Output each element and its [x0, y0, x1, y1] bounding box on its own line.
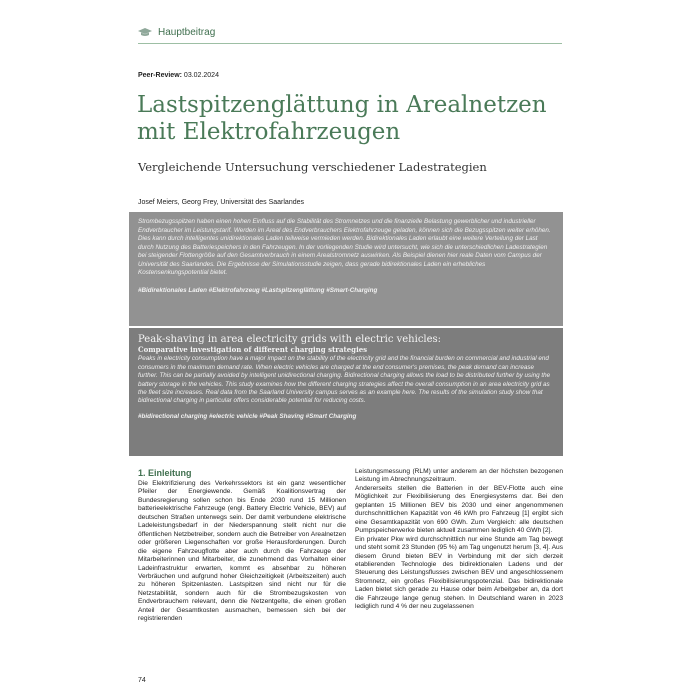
abstract-english-text: Peaks in electricity consumption have a major impact on the stability of the electricity grid and the financial burden on commercial and industrial end consumers in the maximum demand rate. When electric vehicles are charged at the end consumer's premises, the peak demand can increase further. This can be partially avoided by intelligent unidirectional charging. Bidirectional charging allows the load to be distributed further by using the battery storage in the vehicles. This study examines how the different charging strategies affect the overall consumption in an area electricity grid as the fleet size increases. Real data from the Saarland University campus serves as an example here. The results of the simulation study show that bidirectional charging in particular offers considerable potential for reducing costs. [138, 355, 551, 405]
abstract-english [129, 328, 563, 456]
body-paragraph: Die Elektrifizierung des Verkehrssektors ist ein ganz wesentlicher Pfeiler der Energiewende. Gemäß Koalitionsvertrag der Bundesregierung sollen schon bis Ende 2030 rund 15 Millionen batterieelektrische Fahrzeuge (engl. Battery Electric Vehicle, BEV) auf deutschen Straßen unterwegs sein. Der damit verbundene elektrische Ladeleistungsbedarf in der Niederspannung stellt nicht nur die öffentlichen Netzbetreiber, sondern auch die Betreiber von Arealnetzen oder größeren Liegenschaften vor große Herausforderungen. Durch die eigene Fahrzeugflotte aber auch durch die Fahrzeuge der Mitarbeiterinnen und Mitarbeiter, die zunehmend das Vorhalten einer Ladeinfrastruktur erwarten, kommt es absehbar zu höheren Verbräuchen und aufgrund hoher Gleichzeitigkeit (Arbeitszeiten) auch zu höheren Spitzenlasten. Lastspitzen sind nicht nur für die Netzstabilität, sondern auch für die Strombezugskosten von Endverbrauchern relevant, denn die Netzentgelte, die einen großen Anteil der Gesamtkosten ausmachen, bemessen sich bei der registrierenden [138, 480, 346, 623]
section-label: Hauptbeitrag [158, 26, 216, 38]
abstract-german [129, 212, 563, 326]
abstract-english-subtitle: Comparative investigation of different charging strategies [138, 345, 368, 354]
graduation-cap-icon [138, 28, 152, 37]
peer-review-date: 03.02.2024 [183, 72, 219, 79]
abstract-german-tags: #Bidirektionales Laden #Elektrofahrzeug #Lastspitzenglättung #Smart-Charging [138, 286, 378, 294]
peer-review-line [138, 72, 219, 79]
body-column-right [355, 468, 563, 612]
abstract-english-title: Peak-shaving in area electricity grids with electric vehicles: [138, 334, 442, 345]
authors: Josef Meiers, Georg Frey, Universität des Saarlandes [138, 199, 304, 206]
body-paragraph: Andererseits stellen die Batterien in der BEV-Flotte auch eine Möglichkeit zur Flexibilisierung des Energiesystems dar. Bei den geplanten 15 Millionen BEV bis 2030 und einer angenommenen durchschnittlichen Kapazität von 46 kWh pro Fahrzeug [1] ergibt sich eine Gesamtkapazität von 690 GWh. Zum Vergleich: alle deutschen Pumpspeicherwerke bieten aktuell zusammen lediglich 40 GWh [2]. [355, 484, 563, 535]
article-subtitle: Vergleichende Untersuchung verschiedener Ladestrategien [138, 160, 487, 174]
section-heading: 1. Einleitung [138, 468, 192, 478]
abstract-german-text: Strombezugsspitzen haben einen hohen Einfluss auf die Stabilität des Stromnetzes und die finanzielle Belastung gewerblicher und industrieller Endverbraucher im Leistungstarif. Werden im Areal des Endverbrauchers Elektrofahrzeuge geladen, können sich die Bezugsspitzen weiter erhöhen. Dies kann durch intelligentes unidirektionales Laden teilweise vermieden werden. Bidirektionales Laden erlaubt eine weitere Verteilung der Last durch Nutzung des Batteriespeichers in den Fahrzeugen. In der vorliegenden Studie wird untersucht, wie sich die unterschiedlichen Ladestrategien bei steigender Flottengröße auf den Gesamtverbrauch in einem Arealstromnetz auswirken. Als Beispiel dienen hier reale Daten vom Campus der Universität des Saarlandes. Die Ergebnisse der Simulationsstudie zeigen, dass gerade bidirektionales Laden ein erhebliches Kostensenkungspotential bietet. [138, 218, 551, 276]
abstract-english-tags: #bidirectional charging #electric vehicle #Peak Shaving #Smart Charging [138, 412, 357, 420]
body-paragraph: Leistungsmessung (RLM) unter anderem an der höchsten bezogenen Leistung im Abrechnungszeitraum. [355, 468, 563, 484]
page-number: 74 [138, 677, 146, 684]
body-column-left [138, 468, 346, 624]
peer-review-label: Peer-Review: [138, 72, 182, 79]
article-title: Lastspitzenglättung in Arealnetzen mit Elektrofahrzeugen [137, 92, 547, 145]
header-divider [138, 43, 562, 44]
body-paragraph: Ein privater Pkw wird durchschnittlich nur eine Stunde am Tag bewegt und steht somit 23 Stunden (95 %) am Tag ungenutzt herum [3, 4]. Aus diesem Grund bieten BEV in Verbindung mit der sich derzeit etablierenden Technologie des bidirektionalen Ladens und der Steuerung des Leistungsflusses zwischen BEV und angeschlossenem Stromnetz, ein großes Flexibilisierungspotenzial. Das bidirektionale Laden bietet sich gerade zu Hause oder beim Arbeitgeber an, da dort die Fahrzeuge lange genug stehen. In Deutschland waren in 2023 lediglich rund 4 % der neu zugelassenen [355, 535, 563, 611]
section-header [138, 20, 562, 44]
